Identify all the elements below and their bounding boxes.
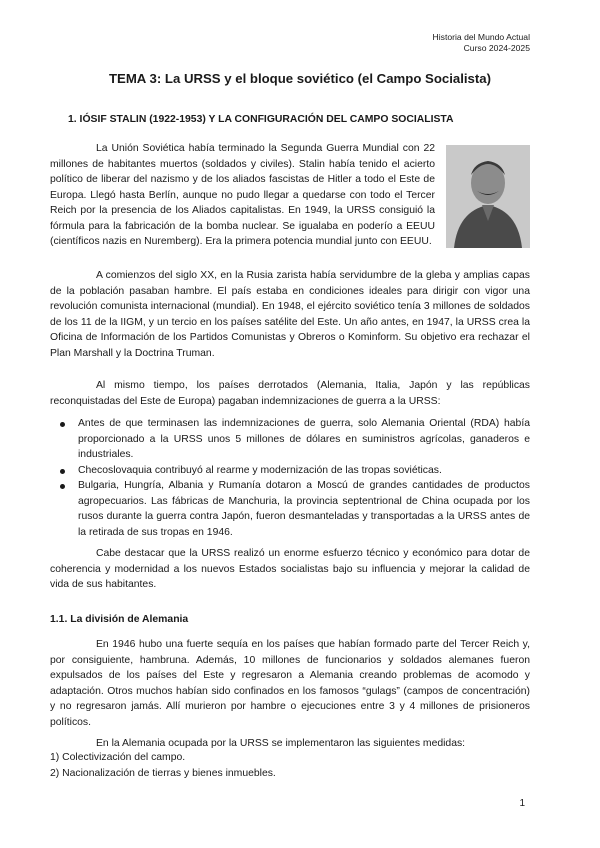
paragraph-stalin: La Unión Soviética había terminado la Segunda Guerra Mundial con 22 millones de habitantes muertos (soldados y civiles). Stalin había tenido el acierto político de liberar del nazismo y de los aliados fascistas de Hitler a todo el Este de Europa. Llegó hasta Berlín, aunque no pudo llegar a quedarse con todo el Tercer Reich por la presencia de los Aliados capitalistas. En 1949, la URSS consiguió la fórmula para la fabricación de la bomba nuclear. Se igualaba en poderío a EEUU (científicos nazis en Nuremberg). Era la primera potencia mundial junto con EEUU. — [50, 143, 435, 247]
numbered-list — [50, 750, 276, 781]
list-item: 2) Nacionalización de tierras y bienes inmuebles. — [50, 767, 276, 779]
paragraph-medidas: En la Alemania ocupada por la URSS se implementaron las siguientes medidas: — [96, 738, 466, 749]
list-item: Antes de que terminasen las indemnizaciones de guerra, solo Alemania Oriental (RDA) había proporcionado a la URSS unos 5 millones de dólares en suministros agrícolas, ganaderos e industriales. — [60, 416, 530, 463]
list-item: Checoslovaquia contribuyó al rearme y modernización de las tropas soviéticas. — [60, 463, 530, 479]
list-item: 1) Colectivización del campo. — [50, 752, 186, 763]
portrait-photo — [446, 145, 530, 248]
section-heading: 1. IÓSIF STALIN (1922-1953) Y LA CONFIGURACIÓN DEL CAMPO SOCIALISTA — [68, 114, 454, 125]
bullet-icon — [60, 484, 65, 489]
paragraph-indemnizaciones: Al mismo tiempo, los países derrotados (Alemania, Italia, Japón y las repúblicas reconquistadas del Este de Europa) pagaban indemnizaciones de guerra a la URSS: — [50, 380, 530, 407]
course-year: Curso 2024-2025 — [463, 43, 530, 53]
page-number: 1 — [519, 798, 525, 809]
bullet-list — [60, 416, 530, 540]
list-item: Bulgaria, Hungría, Albania y Rumanía dotaron a Moscú de grandes cantidades de productos agropecuarios. Las fábricas de Manchuria, la provincia septentrional de China ocupada por los rusos durante la guerra contra Japón, fueron desmanteladas y transportadas a la URSS antes de la retirada de sus tropas en 1946. — [60, 478, 530, 540]
paragraph-alemania: En 1946 hubo una fuerte sequía en los países que habían formado parte del Tercer Reich y, por consiguiente, hambruna. Además, 10 millones de funcionarios y soldados alemanes fueron expulsados de los países del Este y regresaron a Alemania creando problemas de acomodo y adaptación. Otros muchos habían sido confinados en los famosos “gulags” (campos de concentración) y no regresaron jamás. Allí murieron por hambre o ejecuciones entre 3 y 4 millones de prisioneros políticos. — [50, 639, 530, 728]
paragraph-revolution: A comienzos del siglo XX, en la Rusia zarista había servidumbre de la gleba y amplias capas de la población pasaban hambre. El país estaba en condiciones ideales para dirigir con vigor una revolución comunista internacional (mundial). En 1948, el ejército soviético tenía 3 millones de soldados de los 11 de la IIGM, y un tercio en los países satélite del Este. Un año antes, en 1947, la URSS crea la Oficina de Información de los Partidos Comunistas y Obreros o Kominform. Su objetivo era rechazar el Plan Marshall y la Doctrina Truman. — [50, 270, 530, 359]
page-header — [433, 32, 530, 54]
bullet-icon — [60, 422, 65, 427]
subsection-heading: 1.1. La división de Alemania — [50, 614, 189, 625]
page-title: TEMA 3: La URSS y el bloque soviético (el Campo Socialista) — [108, 71, 492, 86]
paragraph-esfuerzo: Cabe destacar que la URSS realizó un enorme esfuerzo técnico y económico para dotar de coherencia y modernidad a los nuevos Estados socialistas bajo su influencia y mejorar la calidad de vida de sus habitantes. — [50, 548, 530, 590]
bullet-icon — [60, 469, 65, 474]
course-name: Historia del Mundo Actual — [432, 32, 530, 42]
